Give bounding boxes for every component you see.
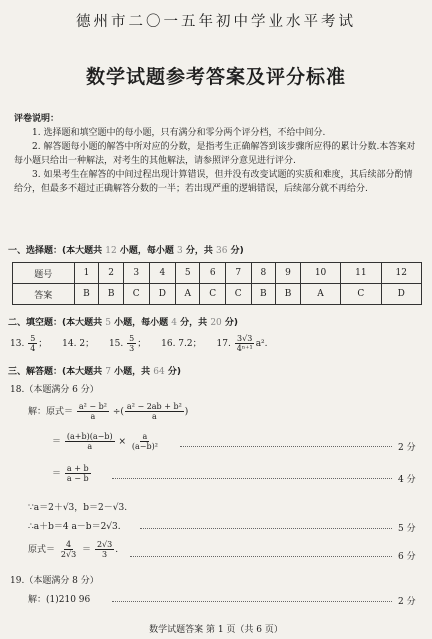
fraction: $\frac{5}{3}$ [129, 334, 135, 353]
score-mark: 6 分 [398, 552, 416, 562]
fraction: $\frac{4}{2√3}$ [60, 540, 77, 559]
table-cell: 3 [123, 263, 149, 284]
fraction: $\frac{(a+b)(a-b)}{a}$ [66, 432, 113, 451]
section-2-heading: 二、填空题：(本大题共 5 小题，每小题 4 分，共 20 分) [8, 318, 239, 328]
q19-heading: 19.（本题满分 8 分） [10, 576, 99, 586]
q18-result: 原式＝ $\frac{4}{2√3}$ ＝ $\frac{2√3}{3}$ . [28, 540, 119, 559]
score-mark: 4 分 [398, 475, 416, 485]
table-cell: 10 [300, 263, 340, 284]
table-row [13, 263, 422, 284]
table-cell: 11 [341, 263, 381, 284]
table-cell: B [251, 284, 276, 305]
dot-leader [112, 601, 392, 602]
table-cell: 2 [99, 263, 124, 284]
table-cell: D [381, 284, 421, 305]
table-cell: C [123, 284, 149, 305]
page-footer: 数学试题答案 第 1 页（共 6 页） [149, 625, 283, 635]
q18-given-1: ∵a＝2＋√3，b＝2－√3. [28, 503, 128, 513]
page-title: 数学试题参考答案及评分标准 [85, 66, 346, 88]
section-3-heading: 三、解答题：(本大题共 7 小题，共 64 分) [8, 367, 182, 377]
table-cell: B [99, 284, 124, 305]
table-cell: A [300, 284, 340, 305]
note-1: 1. 选择题和填空题中的每小题，只有满分和零分两个评分档，不给中间分. [32, 128, 326, 138]
table-cell: C [225, 284, 251, 305]
table-cell: 6 [200, 263, 226, 284]
table-cell: 7 [225, 263, 251, 284]
fraction: $\frac{\text{a² − 2ab + b²}}{a}$ [126, 402, 182, 421]
dot-leader [112, 478, 392, 479]
row-label: 题号 [13, 263, 75, 284]
score-mark: 2 分 [398, 443, 416, 453]
notes-heading: 评卷说明： [14, 114, 60, 124]
table-row [13, 284, 422, 305]
row-label: 答案 [13, 284, 75, 305]
q18-given-2: ∴a＋b＝4 a－b＝2√3. [28, 522, 121, 532]
q18-step-1: 解：原式＝ $\frac{\text{a² − b²}}{a}$ ÷( $\frac{\text{a² − 2ab + b²}}{a}$ ) [28, 402, 189, 421]
fraction: $\frac{a}{\text{(a−b)²}}$ [131, 432, 158, 451]
section-1-heading: 一、选择题：(本大题共 12 小题，每小题 3 分，共 36 分) [8, 246, 244, 256]
dot-leader [180, 446, 392, 447]
table-cell: 12 [381, 263, 421, 284]
table-cell: 4 [149, 263, 176, 284]
exam-header: 德州市二〇一五年初中学业水平考试 [76, 14, 356, 30]
fill-blank-answers: 13. $\frac{5}{4}$ ； 14. 2； 15. $\frac{5}{3}$ ； 16. 7.2； 17. $\frac{3√3}{\text{4ⁿ⁺¹}}$ a². [10, 334, 268, 353]
fraction: $\frac{a + b}{a - b}$ [66, 464, 89, 483]
fraction: $\frac{3√3}{\text{4ⁿ⁺¹}}$ [236, 334, 253, 353]
q18-heading: 18.（本题满分 6 分） [10, 385, 99, 395]
table-cell: B [74, 284, 99, 305]
score-mark: 2 分 [398, 597, 416, 607]
dot-leader [130, 556, 392, 557]
grading-notes [14, 112, 418, 196]
table-cell: A [176, 284, 200, 305]
q18-step-3: ＝ $\frac{a + b}{a - b}$ [52, 464, 89, 483]
dot-leader [140, 528, 392, 529]
table-cell: C [341, 284, 381, 305]
note-2: 2. 解答题每小题的解答中所对应的分数，是指考生正确解答到该步骤所应得的累计分数.本答案对每小题只给出一种解法，对考生的其他解法，请参照评分意见进行评分. [14, 142, 416, 166]
fraction: $\frac{\text{a² − b²}}{a}$ [78, 402, 107, 421]
table-cell: 1 [74, 263, 99, 284]
answer-table [12, 262, 422, 305]
table-cell: C [200, 284, 226, 305]
score-mark: 5 分 [398, 524, 416, 534]
q18-step-2: ＝ $\frac{(a+b)(a-b)}{a}$ × $\frac{a}{\text{(a−b)²}}$ [52, 432, 158, 451]
fraction: $\frac{5}{4}$ [30, 334, 36, 353]
table-cell: B [276, 284, 301, 305]
note-3: 3. 如果考生在解答的中间过程出现计算错误，但并没有改变试题的实质和难度，其后续部分酌情给分，但最多不超过正确解答分数的一半；若出现严重的逻辑错误，后续部分就不再给分. [14, 170, 413, 194]
table-cell: 8 [251, 263, 276, 284]
fraction: $\frac{2√3}{3}$ [96, 540, 113, 559]
q19-answer-1: 解：(1)210 96 [28, 595, 91, 605]
table-cell: 9 [276, 263, 301, 284]
table-cell: D [149, 284, 176, 305]
table-cell: 5 [176, 263, 200, 284]
